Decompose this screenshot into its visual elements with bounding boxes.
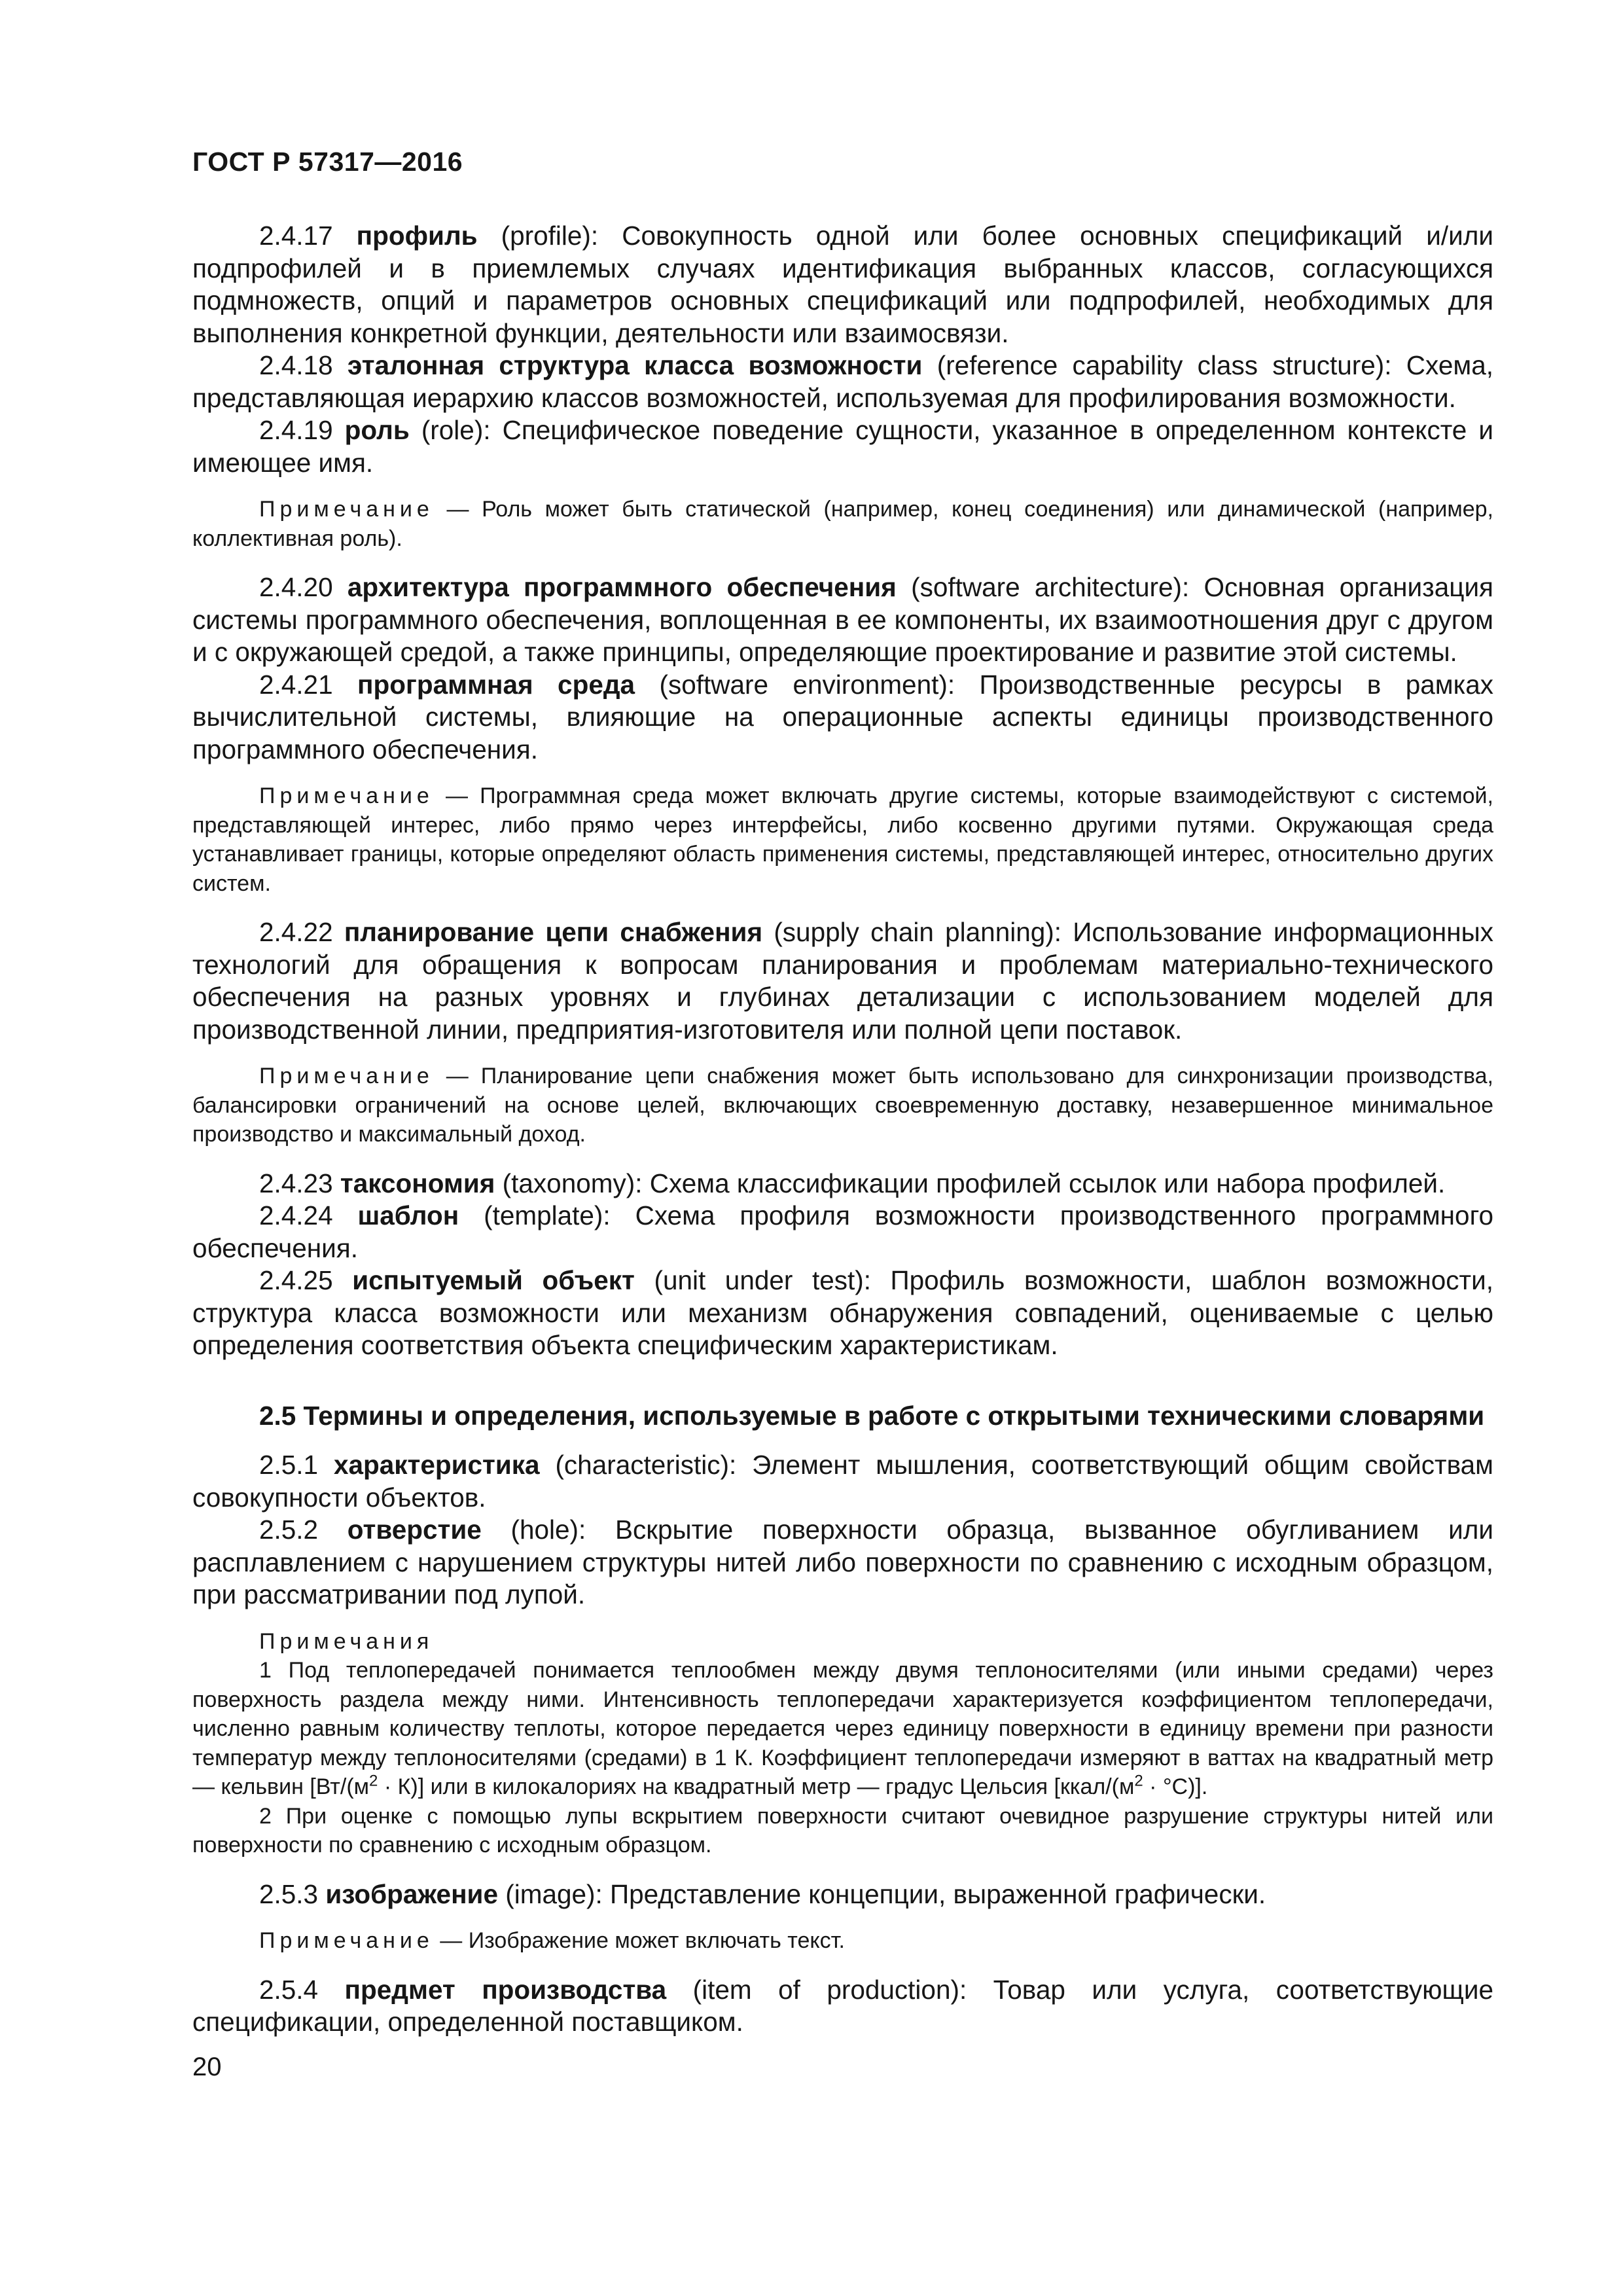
entry-2-4-25 — [192, 1265, 1493, 1362]
entry-number: 2.5.4 — [259, 1974, 319, 2005]
entry-2-5-2 — [192, 1514, 1493, 1611]
entry-number: 2.4.21 — [259, 669, 333, 700]
entry-term: изображение — [325, 1878, 498, 1909]
note-2-4-21 — [192, 781, 1493, 898]
entry-term: отверстие — [347, 1515, 482, 1545]
entry-definition: (template): Схема профиля возможности производственного программного обеспечения. — [192, 1200, 1493, 1263]
entry-2-4-19 — [192, 414, 1493, 479]
entry-term: таксономия — [340, 1168, 495, 1198]
note-text: — Роль может быть статической (например, конец соединения) или динамической (например, коллективная роль). — [192, 497, 1493, 551]
entry-definition: (reference capability class structure): Схема, представляющая иерархию классов возможностей, используемая для профилирования возможности. — [192, 350, 1493, 413]
page-number: 20 — [192, 2053, 222, 2081]
entry-term: программная среда — [357, 669, 635, 700]
entry-definition: (software environment): Производственные ресурсы в рамках вычислительной системы, влияющие на операционные аспекты единицы производственного программного обеспечения. — [192, 669, 1493, 764]
entry-term: испытуемый объект — [352, 1265, 635, 1295]
entry-number: 2.5.3 — [259, 1878, 319, 1909]
entry-2-4-18 — [192, 350, 1493, 414]
entry-number: 2.4.19 — [259, 415, 333, 445]
note-2-4-22 — [192, 1062, 1493, 1149]
entry-2-5-3 — [192, 1878, 1493, 1911]
entry-term: эталонная структура класса возможности — [347, 350, 923, 380]
entry-definition: (unit under test): Профиль возможности, шаблон возможности, структура класса возможности или механизм обнаружения совпадений, оцениваемые с целью определения соответствия объекта специфическим характеристикам. — [192, 1265, 1493, 1360]
entry-term: архитектура программного обеспечения — [347, 572, 897, 602]
entry-2-4-21 — [192, 669, 1493, 766]
note-2-4-19 — [192, 495, 1493, 553]
entry-2-4-23 — [192, 1168, 1493, 1200]
entry-term: роль — [344, 415, 410, 445]
entry-definition: (taxonomy): Схема классификации профилей ссылок или набора профилей. — [502, 1168, 1446, 1198]
note-2-5-3 — [192, 1926, 1493, 1956]
entry-number: 2.4.25 — [259, 1265, 333, 1295]
entry-number: 2.4.24 — [259, 1200, 333, 1230]
entry-definition: (image): Представление концепции, выраженной графически. — [505, 1878, 1266, 1909]
entry-number: 2.4.22 — [259, 917, 333, 947]
entry-number: 2.4.23 — [259, 1168, 333, 1198]
note-2: 2 При оценке с помощью лупы вскрытием поверхности считают очевидное разрушение структуры нитей или поверхности по сравнению с исходным образцом. — [192, 1803, 1493, 1857]
note-label: Примечание — [259, 1928, 434, 1953]
note-text: — Планирование цепи снабжения может быть использовано для синхронизации производства, балансировки ограничений на основе целей, включающих своевременную доставку, незавершенное минимальное производство и максимальный доход. — [192, 1064, 1493, 1147]
note-text: — Программная среда может включать другие системы, которые взаимодействуют с системой, представляющей интерес, либо прямо через интерфейсы, либо косвенно другими путями. Окружающая среда устанавливает границы, которые определяют область применения системы, представляющей интерес, относительно других систем. — [192, 783, 1493, 896]
note-label: Примечание — [259, 1064, 434, 1088]
entry-definition: (role): Специфическое поведение сущности, указанное в определенном контексте и имеющее имя. — [192, 415, 1493, 478]
entry-term: планирование цепи снабжения — [344, 917, 763, 947]
entry-definition: (hole): Вскрытие поверхности образца, вызванное обугливанием или расплавлением с нарушением структуры нитей либо поверхности по сравнению с исходным образцом, при рассматривании под лупой. — [192, 1515, 1493, 1609]
entry-definition: (supply chain planning): Использование информационных технологий для обращения к вопросам планирования и проблемам материально-технического обеспечения на разных уровнях и глубинах детализации с использованием моделей для производственной линии, предприятия-изготовителя или полной цепи поставок. — [192, 917, 1494, 1045]
entry-number: 2.4.18 — [259, 350, 333, 380]
entry-2-4-20 — [192, 571, 1493, 669]
note-text: — Изображение может включать текст. — [440, 1928, 845, 1953]
entry-2-4-17 — [192, 220, 1493, 350]
entry-number: 2.5.1 — [259, 1450, 319, 1480]
note-label: Примечание — [259, 497, 434, 522]
entry-2-4-24 — [192, 1200, 1493, 1265]
entry-2-5-4 — [192, 1974, 1493, 2039]
entry-definition: (item of production): Товар или услуга, соответствующие спецификации, определенной поставщиком. — [192, 1974, 1493, 2037]
entry-number: 2.4.17 — [259, 221, 333, 251]
notes-2-5-2 — [192, 1627, 1493, 1860]
entry-2-5-1 — [192, 1449, 1493, 1514]
page-content — [192, 220, 1493, 2039]
entry-term: шаблон — [357, 1200, 459, 1230]
entry-term: профиль — [356, 221, 478, 251]
entry-definition: (profile): Совокупность одной или более основных спецификаций и/или подпрофилей и в приемлемых случаях идентификация выбранных классов, согласующихся подмножеств, опций и параметров основных спецификаций или подпрофилей, необходимых для выполнения конкретной функции, деятельности или взаимосвязи. — [192, 221, 1493, 348]
note-1: 1 Под теплопередачей понимается теплообмен между двумя теплоносителями (или иными средами) через поверхность раздела между ними. Интенсивность теплопередачи характеризуется коэффициентом теплопередачи, численно равным количеству теплоты, которое передается через единицу поверхности в единицу времени при разности температур между теплоносителями (средами) в 1 К. Коэффициент теплопередачи измеряют в ваттах на квадратный метр — кельвин $[Вт/(м^2 \cdot К)]$ или в килокалориях на квадратный метр — градус Цельсия $[ккал/(м^2 \cdot ^\circ С)]$. — [192, 1658, 1493, 1799]
entry-definition: (software architecture): Основная организация системы программного обеспечения, воплощенная в ее компоненты, их взаимоотношения друг с другом и с окружающей средой, а также принципы, определяющие проектирование и развитие этой системы. — [192, 572, 1493, 667]
entry-term: характеристика — [333, 1450, 540, 1480]
section-heading-2-5: 2.5 Термины и определения, используемые в работе с открытыми техническими словарями — [259, 1400, 1485, 1431]
notes-heading: Примечания — [259, 1628, 434, 1654]
entry-number: 2.5.2 — [259, 1515, 319, 1545]
entry-number: 2.4.20 — [259, 572, 333, 602]
entry-term: предмет производства — [344, 1974, 667, 2005]
entry-definition: (characteristic): Элемент мышления, соответствующий общим свойствам совокупности объектов. — [192, 1450, 1493, 1513]
note-label: Примечание — [259, 783, 434, 808]
standard-header: ГОСТ Р 57317—2016 — [192, 147, 463, 177]
entry-2-4-22 — [192, 916, 1493, 1046]
